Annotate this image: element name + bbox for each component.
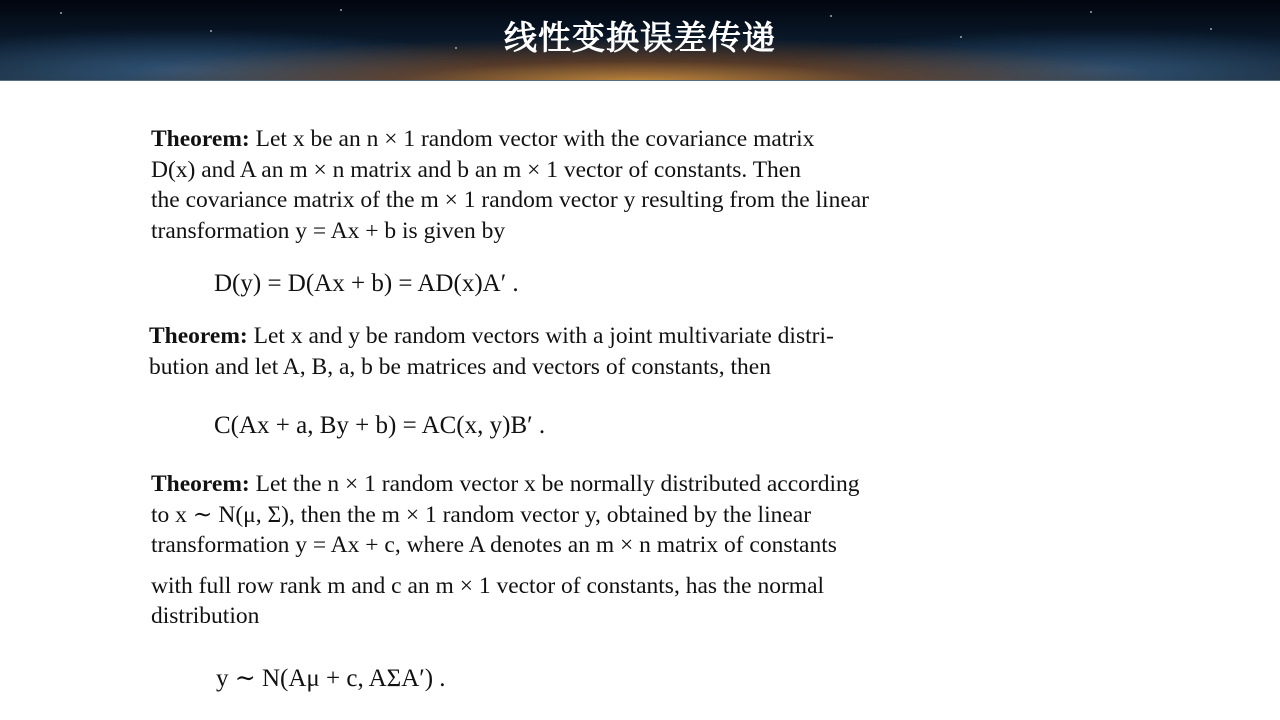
theorem-1-line-2: D(x) and A an m × n matrix and b an m × 1 vector of constants. Then [151,156,801,183]
theorem-2-equation: C(Ax + a, By + b) = AC(x, y)B′ . [214,412,546,439]
theorem-3-equation: y ∼ N(Aμ + c, AΣA′) . [216,665,446,692]
header-star [340,9,342,11]
slide-body [0,80,1280,720]
theorem-3-line-4: with full row rank m and c an m × 1 vector of constants, has the normal [151,572,825,599]
theorem-1-text: Let x be an n × 1 random vector with the covariance matrix [249,126,815,152]
header-star [830,15,832,17]
theorem-3-line-1 [151,469,859,500]
theorem-1 [151,124,869,246]
theorem-1-line-1 [151,124,869,155]
theorem-2-line-1 [149,321,834,352]
theorem-1-line-3: the covariance matrix of the m × 1 random vector y resulting from the linear [151,187,870,213]
theorem-1-label: Theorem: [151,126,250,152]
theorem-2-line-2: bution and let A, B, a, b be matrices and vectors of constants, then [149,353,771,380]
slide-title: 线性变换误差传递 [504,18,776,57]
header-star [60,12,62,14]
theorem-2-label: Theorem: [149,323,248,349]
theorem-3-line-5: distribution [151,603,260,629]
theorem-2-text: Let x and y be random vectors with a joint multivariate distri- [247,323,834,349]
theorem-3-line-2: to x ∼ N(μ, Σ), then the m × 1 random vector y, obtained by the linear [151,501,812,528]
slide-header [0,0,1280,81]
theorem-2 [149,321,834,382]
theorem-1-equation: D(y) = D(Ax + b) = AD(x)A′ . [214,270,519,297]
theorem-3 [151,469,859,632]
header-star [1090,11,1092,13]
theorem-1-line-4: transformation y = Ax + b is given by [151,217,506,244]
theorem-3-text: Let the n × 1 random vector x be normally distributed according [249,471,860,497]
theorem-3-label: Theorem: [151,471,250,497]
theorem-3-line-3: transformation y = Ax + c, where A denotes an m × n matrix of constants [151,532,837,558]
